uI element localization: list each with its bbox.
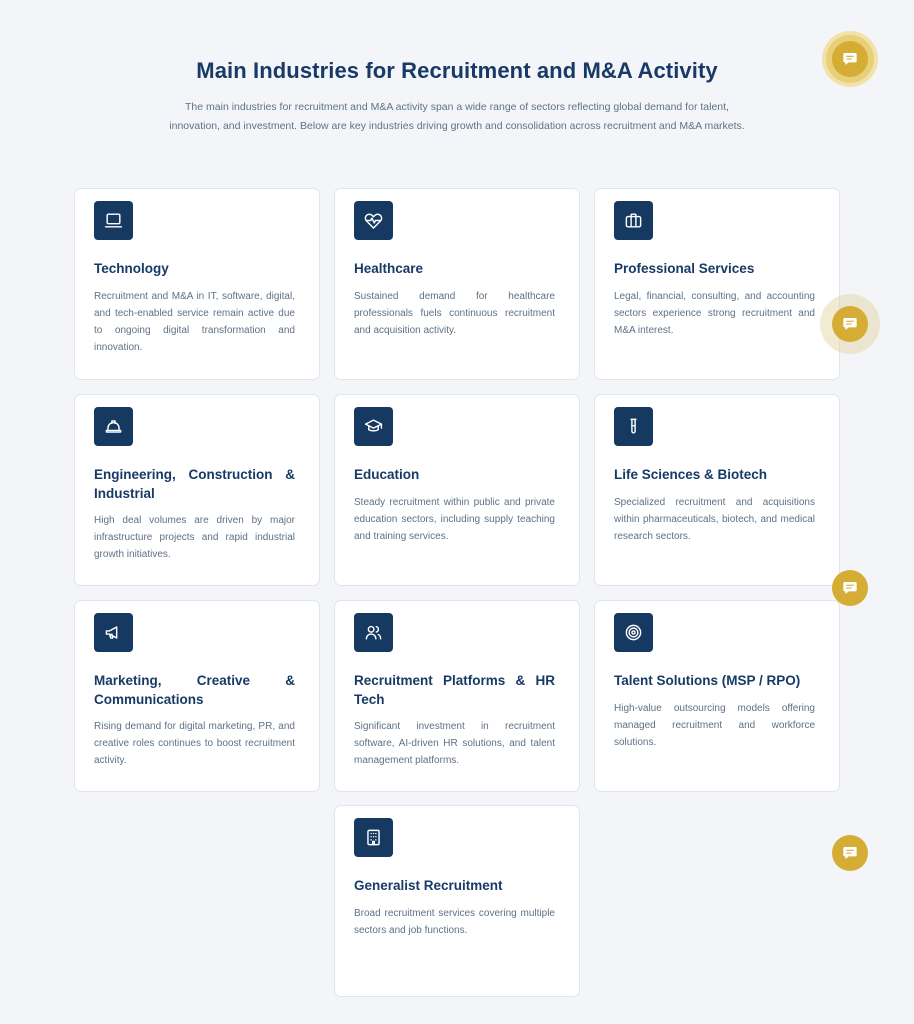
graduation-cap-icon [354,407,393,446]
card-title: Engineering, Construction & Industrial [94,467,295,501]
card-description: High deal volumes are driven by major infrastructure projects and rapid industrial growth initiatives. [94,515,295,560]
card-title: Generalist Recruitment [354,878,503,893]
hard-hat-icon [94,407,133,446]
building-icon [354,818,393,857]
industry-card-generalist [334,805,580,997]
heart-pulse-icon [354,201,393,240]
card-title: Talent Solutions (MSP / RPO) [614,673,801,688]
industry-card-healthcare [334,188,580,380]
card-description: Rising demand for digital marketing, PR, and creative roles continues to boost recruitment activity. [94,721,295,766]
users-icon [354,613,393,652]
page-title: Main Industries for Recruitment and M&A Activity [196,58,718,83]
industry-card-education [334,394,580,586]
card-title: Marketing, Creative & Communications [94,673,295,707]
industry-card-marketing [74,600,320,792]
industry-card-hr-tech [334,600,580,792]
chat-button[interactable] [832,41,868,77]
chat-bubble-icon [842,580,858,596]
card-description: Legal, financial, consulting, and accounting sectors experience strong recruitment and M&A interest. [614,291,815,336]
card-title: Technology [94,261,169,276]
briefcase-icon [614,201,653,240]
card-description: High-value outsourcing models offering managed recruitment and workforce solutions. [614,703,815,748]
industry-card-talent-solutions [594,600,840,792]
target-icon [614,613,653,652]
card-title: Professional Services [614,261,755,276]
chat-button[interactable] [832,835,868,871]
card-description: Specialized recruitment and acquisitions within pharmaceuticals, biotech, and medical research sectors. [614,497,815,542]
chat-button[interactable] [832,306,868,342]
card-description: Broad recruitment services covering multiple sectors and job functions. [354,908,555,936]
card-title: Life Sciences & Biotech [614,467,768,482]
card-title: Healthcare [354,261,424,276]
card-description: Recruitment and M&A in IT, software, digital, and tech-enabled service remain active due to ongoing digital transformation and innovation. [94,291,295,353]
page-description: The main industries for recruitment and M&A activity span a wide range of sectors reflecting global demand for talent, innovation, and investment. Below are key industries driving growth and consolidation across recruitment and M&A markets. [169,101,745,132]
card-description: Steady recruitment within public and private education sectors, including supply teaching and training services. [354,497,555,542]
card-title: Education [354,467,420,482]
industry-card-technology [74,188,320,380]
laptop-icon [94,201,133,240]
industry-card-life-sciences [594,394,840,586]
card-title: Recruitment Platforms & HR Tech [354,673,555,707]
test-tube-icon [614,407,653,446]
card-description: Sustained demand for healthcare professionals fuels continuous recruitment and acquisition activity. [354,291,555,336]
card-description: Significant investment in recruitment software, AI-driven HR solutions, and talent management platforms. [354,721,555,766]
chat-button[interactable] [832,570,868,606]
industry-card-professional-services [594,188,840,380]
chat-bubble-icon [842,316,858,332]
megaphone-icon [94,613,133,652]
industry-card-engineering [74,394,320,586]
chat-bubble-icon [842,845,858,861]
chat-bubble-icon [842,51,858,67]
